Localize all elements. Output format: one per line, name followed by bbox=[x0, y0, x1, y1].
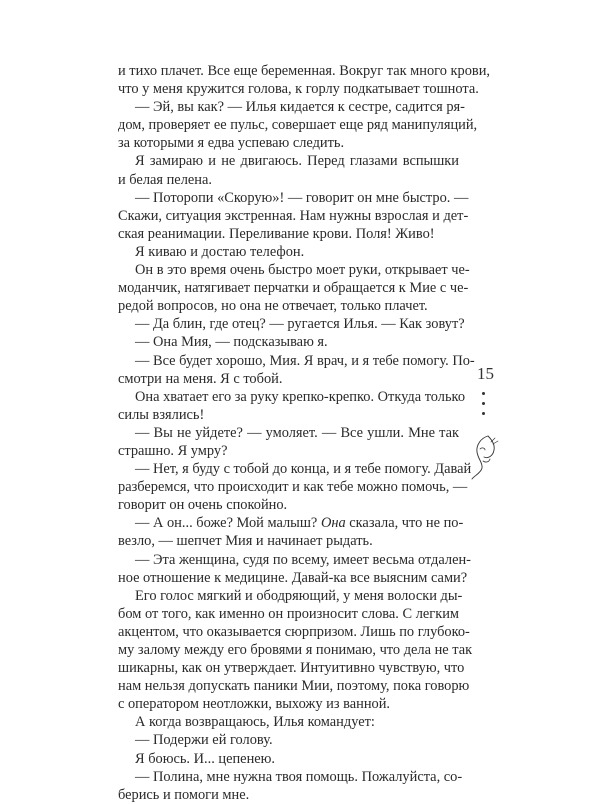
text-line: — Да блин, где отец? — ругается Илья. — Как зовут? bbox=[135, 316, 465, 333]
text-line: Я боюсь. И... цепенею. bbox=[135, 750, 276, 767]
text-line: акцентом, что оказывается сюрпризом. Лишь по глубоко- bbox=[118, 623, 470, 640]
text-line: А когда возвращаюсь, Илья командует: bbox=[135, 714, 375, 731]
text-fragment: — А он... боже? Мой малыш? bbox=[135, 515, 318, 532]
text-line: нам нельзя допускать паники Мии, поэтому, пока говорю bbox=[118, 678, 470, 695]
text-line: везло, — шепчет Мия и начинает рыдать. bbox=[118, 533, 373, 550]
text-line: страшно. Я умру? bbox=[118, 442, 228, 459]
text-line: ное отношение к медицине. Давай-ка все выясним сами? bbox=[118, 569, 468, 586]
text-line: берись и помоги мне. bbox=[118, 786, 250, 803]
text-line: — Эй, вы как? — Илья кидается к сестре, садится ря- bbox=[135, 99, 465, 116]
text-line bbox=[118, 514, 464, 532]
text-line: Скажи, ситуация экстренная. Нам нужны взрослая и дет- bbox=[118, 207, 469, 224]
text-line: силы взялись! bbox=[118, 406, 205, 423]
text-line: моданчик, натягивает перчатки и обращается к Мие с че- bbox=[118, 280, 469, 297]
text-line: бом от того, как именно он произносит слова. С легким bbox=[118, 605, 459, 622]
text-line: — Все будет хорошо, Мия. Я врач, и я тебе помогу. По- bbox=[135, 352, 475, 369]
text-line: — Полина, мне нужна твоя помощь. Пожалуйста, со- bbox=[135, 768, 463, 785]
text-line: — Эта женщина, судя по всему, имеет весьма отдален- bbox=[135, 551, 471, 568]
text-line: — Вы не уйдете? — умоляет. — Все ушли. Мне так bbox=[135, 424, 459, 441]
text-line: Я замираю и не двигаюсь. Перед глазами вспышки bbox=[135, 153, 459, 170]
line-art-face-icon bbox=[466, 432, 502, 482]
text-line: и тихо плачет. Все еще беременная. Вокруг так много крови, bbox=[118, 63, 490, 79]
text-line: — Подержи ей голову. bbox=[135, 732, 273, 749]
text-line: — Нет, я буду с тобой до конца, и я тебе помогу. Давай bbox=[135, 461, 472, 478]
text-line: Его голос мягкий и ободряющий, у меня волоски ды- bbox=[135, 587, 463, 604]
vertical-dots-icon bbox=[482, 392, 486, 432]
text-line: му залому между его бровями я понимаю, что дела не так bbox=[118, 642, 473, 658]
text-line: — Она Мия, — подсказываю я. bbox=[135, 334, 328, 351]
page-number: 15 bbox=[477, 364, 494, 383]
text-line: редой вопросов, но она не отвечает, только плачет. bbox=[118, 298, 428, 315]
text-line: Она хватает его за руку крепко-крепко. Откуда только bbox=[135, 388, 466, 405]
text-line: Он в это время очень быстро моет руки, открывает че- bbox=[135, 262, 470, 279]
text-line: разберемся, что происходит и как тебе можно помочь, — bbox=[118, 479, 468, 496]
text-line: ская реанимации. Переливание крови. Поля! Живо! bbox=[118, 225, 435, 242]
text-line: смотри на меня. Я с тобой. bbox=[118, 370, 283, 387]
text-line: — Поторопи «Скорую»! — говорит он мне быстро. — bbox=[135, 189, 469, 206]
text-line: что у меня кружится голова, к горлу подкатывает тошнота. bbox=[118, 81, 479, 98]
text-line: с оператором неотложки, выхожу из ванной. bbox=[118, 696, 391, 713]
italic-word: Она bbox=[320, 515, 346, 532]
text-line: за которыми я едва успеваю следить. bbox=[118, 135, 345, 152]
text-line: говорит он очень спокойно. bbox=[118, 497, 288, 514]
text-line: и белая пелена. bbox=[118, 171, 212, 188]
text-fragment: сказала, что не по- bbox=[345, 515, 464, 532]
text-line: Я киваю и достаю телефон. bbox=[135, 243, 305, 260]
text-line: дом, проверяет ее пульс, совершает еще ряд манипуляций, bbox=[118, 117, 478, 134]
text-line: шикарны, как он утверждает. Интуитивно чувствую, что bbox=[118, 660, 465, 677]
